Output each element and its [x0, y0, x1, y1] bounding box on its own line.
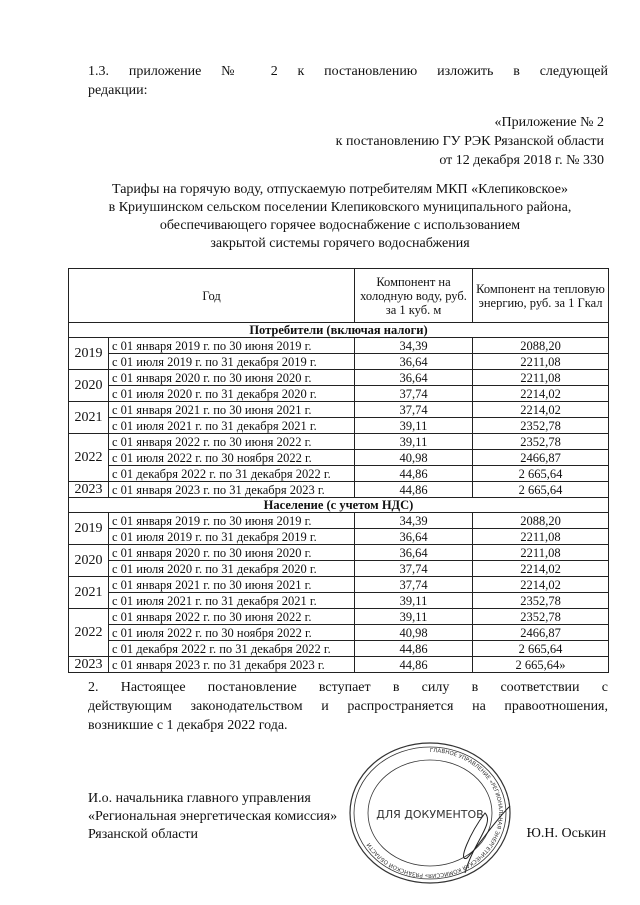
- period-cell: с 01 января 2022 г. по 30 июня 2022 г.: [109, 609, 355, 625]
- signatory-position: И.о. начальника главного управления: [88, 791, 311, 806]
- period-cell: с 01 января 2022 г. по 30 июня 2022 г.: [109, 434, 355, 450]
- table-row: [69, 450, 609, 466]
- official-stamp: [345, 738, 515, 893]
- heat-energy-cell: 2466,87: [473, 625, 609, 641]
- period-cell: с 01 января 2020 г. по 30 июня 2020 г.: [109, 370, 355, 386]
- table-row: [69, 609, 609, 625]
- period-cell: с 01 декабря 2022 г. по 31 декабря 2022 г.: [109, 641, 355, 657]
- cold-water-cell: 40,98: [355, 625, 473, 641]
- section-row: [69, 498, 609, 513]
- table-row: [69, 434, 609, 450]
- table-row: [69, 370, 609, 386]
- cold-water-cell: 39,11: [355, 609, 473, 625]
- cold-water-cell: 39,11: [355, 593, 473, 609]
- tariff-table: [68, 268, 609, 673]
- section-title: Население (с учетом НДС): [69, 498, 609, 513]
- period-cell: с 01 июля 2020 г. по 31 декабря 2020 г.: [109, 561, 355, 577]
- signature-block: [88, 790, 337, 844]
- table-row: [69, 338, 609, 354]
- period-cell: с 01 июля 2022 г. по 30 ноября 2022 г.: [109, 625, 355, 641]
- heat-energy-cell: 2352,78: [473, 434, 609, 450]
- cold-water-cell: 44,86: [355, 482, 473, 498]
- stamp-center-text: ДЛЯ ДОКУМЕНТОВ: [376, 808, 484, 821]
- heat-energy-cell: 2 665,64: [473, 466, 609, 482]
- table-row: [69, 625, 609, 641]
- paragraph-2: 2. Настоящее постановление вступает в силу в соответствии с: [88, 680, 608, 695]
- cold-water-cell: 40,98: [355, 450, 473, 466]
- year-cell: 2021: [69, 577, 109, 609]
- appendix-line: от 12 декабря 2018 г. № 330: [439, 153, 604, 168]
- period-cell: с 01 июля 2019 г. по 31 декабря 2019 г.: [109, 354, 355, 370]
- heat-energy-cell: 2 665,64: [473, 641, 609, 657]
- heat-energy-cell: 2214,02: [473, 386, 609, 402]
- cold-water-cell: 37,74: [355, 561, 473, 577]
- cold-water-cell: 44,86: [355, 641, 473, 657]
- period-cell: с 01 января 2019 г. по 30 июня 2019 г.: [109, 338, 355, 354]
- section-title: Потребители (включая налоги): [69, 323, 609, 338]
- table-row: [69, 466, 609, 482]
- heat-energy-cell: 2352,78: [473, 593, 609, 609]
- period-cell: с 01 декабря 2022 г. по 31 декабря 2022 г.: [109, 466, 355, 482]
- period-cell: с 01 июля 2022 г. по 30 ноября 2022 г.: [109, 450, 355, 466]
- cold-water-cell: 39,11: [355, 418, 473, 434]
- heat-energy-cell: 2214,02: [473, 402, 609, 418]
- cold-water-cell: 34,39: [355, 513, 473, 529]
- cold-water-cell: 37,74: [355, 402, 473, 418]
- signatory-name: Ю.Н. Оськин: [526, 826, 606, 841]
- year-cell: 2022: [69, 434, 109, 482]
- year-cell: 2019: [69, 513, 109, 545]
- year-cell: 2020: [69, 370, 109, 402]
- cold-water-cell: 39,11: [355, 434, 473, 450]
- appendix-header: [336, 113, 604, 170]
- heat-energy-cell: 2088,20: [473, 513, 609, 529]
- table-row: [69, 418, 609, 434]
- paragraph-1-3: 1.3. приложение № 2 к постановлению изложить в следующей: [88, 64, 608, 79]
- period-cell: с 01 января 2023 г. по 31 декабря 2023 г.: [109, 657, 355, 673]
- heat-energy-cell: 2088,20: [473, 338, 609, 354]
- table-row: [69, 529, 609, 545]
- cold-water-cell: 37,74: [355, 577, 473, 593]
- table-row: [69, 593, 609, 609]
- section-row: [69, 323, 609, 338]
- period-cell: с 01 июля 2020 г. по 31 декабря 2020 г.: [109, 386, 355, 402]
- title-line: в Криушинском сельском поселении Клепиковского муниципального района,: [108, 200, 572, 215]
- cold-water-cell: 34,39: [355, 338, 473, 354]
- year-cell: 2019: [69, 338, 109, 370]
- document-title: [60, 181, 620, 253]
- paragraph-2-cont: действующим законодательством и распространяется на правоотношения,: [88, 699, 608, 714]
- heat-energy-cell: 2214,02: [473, 577, 609, 593]
- table-row: [69, 513, 609, 529]
- year-cell: 2022: [69, 609, 109, 657]
- cold-water-cell: 36,64: [355, 529, 473, 545]
- stamp-ring-text: ГЛАВНОЕ УПРАВЛЕНИЕ «РЕГИОНАЛЬНАЯ ЭНЕРГЕТИЧЕСКАЯ КОМИССИЯ» РЯЗАНСКОЙ ОБЛАСТИ: [366, 747, 503, 879]
- title-line: обеспечивающего горячее водоснабжение с использованием: [159, 218, 521, 233]
- signatory-position: «Региональная энергетическая комиссия»: [88, 809, 338, 824]
- header-cold-water: Компонент на холодную воду, руб. за 1 куб. м: [355, 269, 473, 323]
- heat-energy-cell: 2211,08: [473, 370, 609, 386]
- cold-water-cell: 44,86: [355, 466, 473, 482]
- period-cell: с 01 января 2019 г. по 30 июня 2019 г.: [109, 513, 355, 529]
- period-cell: с 01 июля 2021 г. по 31 декабря 2021 г.: [109, 593, 355, 609]
- table-row: [69, 657, 609, 673]
- table-row: [69, 577, 609, 593]
- heat-energy-cell: 2211,08: [473, 529, 609, 545]
- cold-water-cell: 36,64: [355, 545, 473, 561]
- period-cell: с 01 января 2021 г. по 30 июня 2021 г.: [109, 577, 355, 593]
- header-year: Год: [69, 269, 355, 323]
- table-row: [69, 641, 609, 657]
- period-cell: с 01 июля 2021 г. по 31 декабря 2021 г.: [109, 418, 355, 434]
- heat-energy-cell: 2211,08: [473, 354, 609, 370]
- cold-water-cell: 37,74: [355, 386, 473, 402]
- appendix-line: к постановлению ГУ РЭК Рязанской области: [335, 134, 604, 149]
- appendix-line: «Приложение № 2: [494, 115, 604, 130]
- period-cell: с 01 января 2021 г. по 30 июня 2021 г.: [109, 402, 355, 418]
- heat-energy-cell: 2211,08: [473, 545, 609, 561]
- period-cell: с 01 января 2023 г. по 31 декабря 2023 г.: [109, 482, 355, 498]
- signatory-position: Рязанской области: [88, 827, 199, 842]
- table-row: [69, 545, 609, 561]
- period-cell: с 01 июля 2019 г. по 31 декабря 2019 г.: [109, 529, 355, 545]
- header-heat-energy: Компонент на тепловую энергию, руб. за 1 Гкал: [473, 269, 609, 323]
- table-row: [69, 482, 609, 498]
- table-row: [69, 354, 609, 370]
- year-cell: 2020: [69, 545, 109, 577]
- heat-energy-cell: 2214,02: [473, 561, 609, 577]
- cold-water-cell: 44,86: [355, 657, 473, 673]
- heat-energy-cell: 2466,87: [473, 450, 609, 466]
- title-line: закрытой системы горячего водоснабжения: [210, 236, 470, 251]
- heat-energy-cell: 2 665,64»: [473, 657, 609, 673]
- table-row: [69, 386, 609, 402]
- heat-energy-cell: 2352,78: [473, 418, 609, 434]
- heat-energy-cell: 2 665,64: [473, 482, 609, 498]
- cold-water-cell: 36,64: [355, 370, 473, 386]
- year-cell: 2023: [69, 482, 109, 498]
- table-row: [69, 561, 609, 577]
- year-cell: 2021: [69, 402, 109, 434]
- paragraph-1-3-cont: редакции:: [88, 83, 148, 98]
- table-row: [69, 402, 609, 418]
- heat-energy-cell: 2352,78: [473, 609, 609, 625]
- paragraph-2-cont: возникшие с 1 декабря 2022 года.: [88, 718, 288, 733]
- title-line: Тарифы на горячую воду, отпускаемую потребителям МКП «Клепиковское»: [111, 182, 568, 197]
- year-cell: 2023: [69, 657, 109, 673]
- cold-water-cell: 36,64: [355, 354, 473, 370]
- period-cell: с 01 января 2020 г. по 30 июня 2020 г.: [109, 545, 355, 561]
